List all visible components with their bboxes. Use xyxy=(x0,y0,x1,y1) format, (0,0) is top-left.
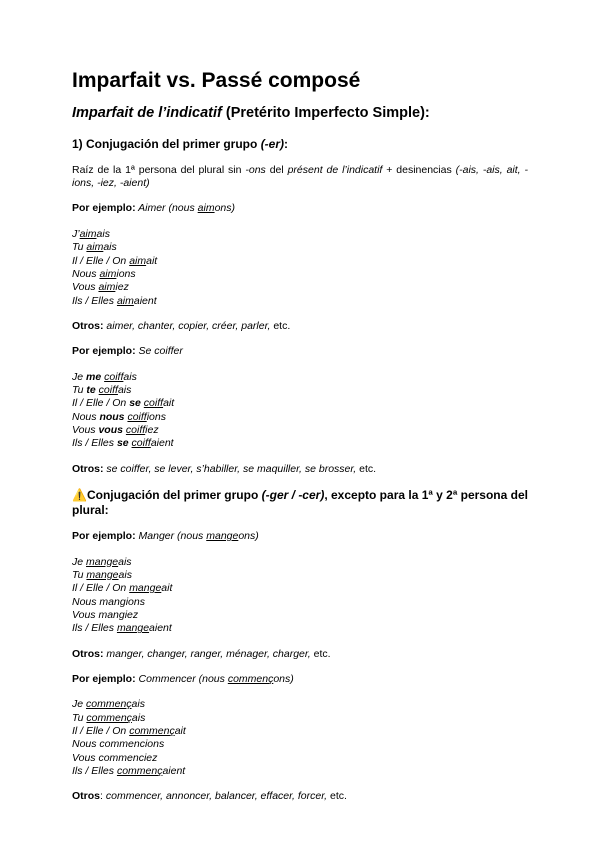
conj-line xyxy=(72,371,528,384)
conj-line xyxy=(72,384,528,397)
conj-root: coiff xyxy=(98,384,118,397)
conj-pronoun: Tu xyxy=(72,241,87,254)
otros-label: Otros: xyxy=(72,319,104,332)
conj-line xyxy=(72,424,528,437)
conj-root: mange xyxy=(129,582,162,595)
section1-heading xyxy=(72,137,528,152)
conj-pronoun: Nous xyxy=(72,267,100,280)
conjugation-manger xyxy=(72,556,528,636)
conj-pronoun: Il / Elle / On xyxy=(72,582,130,595)
conj-ending: ais xyxy=(117,384,132,397)
conj-ending: ait xyxy=(161,582,173,595)
conj-ending: aient xyxy=(162,765,186,778)
conj-pronoun: Vous xyxy=(72,424,99,437)
conj-pronoun: Tu xyxy=(72,568,87,581)
example-verb: Commencer (nous xyxy=(135,672,228,685)
conj-ending: aient xyxy=(149,622,172,635)
conj-line xyxy=(72,609,528,622)
conj-line xyxy=(72,582,528,595)
conj-line xyxy=(72,712,528,725)
example-verb-end: ons) xyxy=(214,202,236,215)
conjugation-se-coiffer xyxy=(72,371,528,451)
conj-ending: ions xyxy=(116,267,136,280)
conj-ending: ais xyxy=(118,568,132,581)
subtitle xyxy=(72,105,528,122)
conj-reflexive: te xyxy=(86,384,96,397)
otros-manger xyxy=(72,648,528,661)
conj-ending: ais xyxy=(131,711,146,724)
conj-root: coiff xyxy=(143,397,164,410)
conjugation-commencer xyxy=(72,698,528,778)
desc-part: présent de l’indicatif xyxy=(287,163,383,176)
conj-line xyxy=(72,569,528,582)
example-root: commenç xyxy=(227,672,274,685)
conj-root: aim xyxy=(116,294,134,307)
otros-list: manger, changer, ranger, ménager, charger, xyxy=(103,647,311,660)
section2-heading-text: Conjugación del primer grupo xyxy=(86,488,262,503)
otros-commencer xyxy=(72,790,528,803)
example-verb-end: ons) xyxy=(238,530,259,543)
conj-line xyxy=(72,738,528,751)
subtitle-rest: (Pretérito Imperfecto Simple): xyxy=(221,105,430,122)
conj-ending: ais xyxy=(123,370,137,383)
example-label-aimer xyxy=(72,202,528,215)
desc-part: + desinencias xyxy=(382,163,456,176)
conj-line xyxy=(72,411,528,424)
example-label: Por ejemplo: xyxy=(72,202,136,215)
conj-pronoun: Je xyxy=(72,370,87,383)
conj-line xyxy=(72,228,528,241)
conj-pronoun: Tu xyxy=(72,384,87,397)
conj-ending: ait xyxy=(174,725,186,738)
example-root: aim xyxy=(197,202,215,215)
section1-heading-em: (-er) xyxy=(260,136,285,151)
conj-reflexive: nous xyxy=(99,410,125,423)
conj-ending: aient xyxy=(133,294,157,307)
example-verb: Manger (nous xyxy=(135,530,207,543)
conj-ending: ait xyxy=(146,254,158,267)
conj-line xyxy=(72,765,528,778)
conj-ending: ais xyxy=(118,555,132,568)
otros-list: aimer, chanter, copier, créer, parler, xyxy=(103,319,271,332)
otros-se-coiffer xyxy=(72,463,528,476)
conj-reflexive: se xyxy=(129,397,141,410)
section1-heading-text: 1) Conjugación del primer grupo xyxy=(72,136,261,151)
conj-reflexive: vous xyxy=(98,424,123,437)
conj-line xyxy=(72,752,528,765)
example-verb-end: ons) xyxy=(273,672,294,685)
example-label-manger xyxy=(72,530,528,543)
subtitle-italic: Imparfait de l’indicatif xyxy=(72,105,222,122)
conj-pronoun: J’ xyxy=(72,227,80,240)
conj-pronoun: Tu xyxy=(72,711,87,724)
conj-ending: ait xyxy=(163,397,175,410)
conj-line xyxy=(72,281,528,294)
otros-list: commencer, annoncer, balancer, effacer, forcer, xyxy=(102,790,328,803)
conj-pronoun: Ils / Elles xyxy=(72,765,117,778)
conj-root: aim xyxy=(98,281,116,294)
conj-line xyxy=(72,241,528,254)
section2-heading-em: (-ger / -cer) xyxy=(261,488,325,503)
conj-pronoun: Nous commencions xyxy=(72,738,165,751)
section1-description xyxy=(72,164,528,191)
conj-pronoun: Il / Elle / On xyxy=(72,397,130,410)
conj-root: coiff xyxy=(104,370,124,383)
conj-line xyxy=(72,397,528,410)
conj-root: aim xyxy=(86,241,104,254)
conj-line xyxy=(72,295,528,308)
conj-ending: ais xyxy=(131,698,145,711)
conj-ending: aient xyxy=(150,437,174,450)
conj-root: coiff xyxy=(131,437,151,450)
otros-label: Otros: xyxy=(72,647,104,660)
conj-ending: ais xyxy=(103,241,117,254)
otros-etc: etc. xyxy=(356,462,377,475)
conj-line xyxy=(72,556,528,569)
otros-label: Otros xyxy=(72,790,101,803)
conj-root: aim xyxy=(99,267,117,280)
conj-root: commenç xyxy=(116,765,163,778)
otros-colon: : xyxy=(100,790,103,803)
conj-root: aim xyxy=(129,254,147,267)
otros-aimer xyxy=(72,320,528,333)
example-root: mange xyxy=(206,530,239,543)
otros-etc: etc. xyxy=(310,647,331,660)
conj-pronoun: Je xyxy=(72,555,87,568)
conj-pronoun: Ils / Elles xyxy=(72,437,117,450)
example-label: Por ejemplo: xyxy=(72,672,136,685)
conj-root: aim xyxy=(79,227,97,240)
conj-pronoun: Nous mangions xyxy=(72,595,145,608)
conj-pronoun: Il / Elle / On xyxy=(72,254,130,267)
conj-line xyxy=(72,622,528,635)
section2-heading xyxy=(72,488,528,518)
conj-ending: iez xyxy=(115,281,129,294)
conj-pronoun: Je xyxy=(72,698,87,711)
desc-part: Raíz de la 1ª persona del plural sin xyxy=(72,163,246,176)
conj-root: commenç xyxy=(86,698,132,711)
otros-etc: etc. xyxy=(327,790,347,803)
conj-pronoun: Ils / Elles xyxy=(72,622,117,635)
example-verb: Aimer (nous xyxy=(135,202,198,215)
example-label-se-coiffer xyxy=(72,345,528,358)
conj-pronoun: Vous xyxy=(72,281,99,294)
example-label-commencer xyxy=(72,673,528,686)
conj-ending: iez xyxy=(145,424,159,437)
conj-pronoun: Vous commenciez xyxy=(72,751,158,764)
conjugation-aimer xyxy=(72,228,528,308)
warning-icon: ⚠️ xyxy=(72,488,87,503)
conj-pronoun: Il / Elle / On xyxy=(72,725,130,738)
conj-root: commenç xyxy=(129,725,175,738)
example-label: Por ejemplo: xyxy=(72,345,136,358)
conj-root: commenç xyxy=(86,711,132,724)
conj-root: mange xyxy=(86,568,119,581)
conj-line xyxy=(72,437,528,450)
conj-root: coiff xyxy=(127,410,147,423)
page-title: Imparfait vs. Passé composé xyxy=(72,69,361,92)
conj-pronoun: Ils / Elles xyxy=(72,294,117,307)
conj-line xyxy=(72,596,528,609)
otros-label: Otros: xyxy=(72,462,104,475)
section2-heading-rest: , excepto para la 1ª y 2ª persona del plural: xyxy=(72,488,528,518)
conj-line xyxy=(72,255,528,268)
conj-root: coiff xyxy=(125,424,146,437)
conj-ending: ais xyxy=(96,227,110,240)
desc-part: (-ais, -ais, ait, -ions, -iez, -aient) xyxy=(72,163,528,190)
example-label: Por ejemplo: xyxy=(72,530,136,543)
conj-pronoun: Nous xyxy=(72,410,100,423)
conj-line xyxy=(72,268,528,281)
conj-ending: ions xyxy=(146,410,166,423)
conj-line xyxy=(72,698,528,711)
conj-root: mange xyxy=(86,555,119,568)
otros-list: se coiffer, se lever, s’habiller, se maquiller, se brosser, xyxy=(103,462,357,475)
section1-heading-colon: : xyxy=(284,136,289,151)
otros-etc: etc. xyxy=(270,319,291,332)
conj-pronoun: Vous mangiez xyxy=(72,608,139,621)
conj-reflexive: me xyxy=(86,370,102,383)
conj-line xyxy=(72,725,528,738)
conj-root: mange xyxy=(116,622,150,635)
desc-part: del xyxy=(265,163,288,176)
conj-reflexive: se xyxy=(116,437,129,450)
document-page xyxy=(72,68,528,804)
desc-part: -ons xyxy=(245,163,266,176)
example-verb: Se coiffer xyxy=(135,345,183,358)
